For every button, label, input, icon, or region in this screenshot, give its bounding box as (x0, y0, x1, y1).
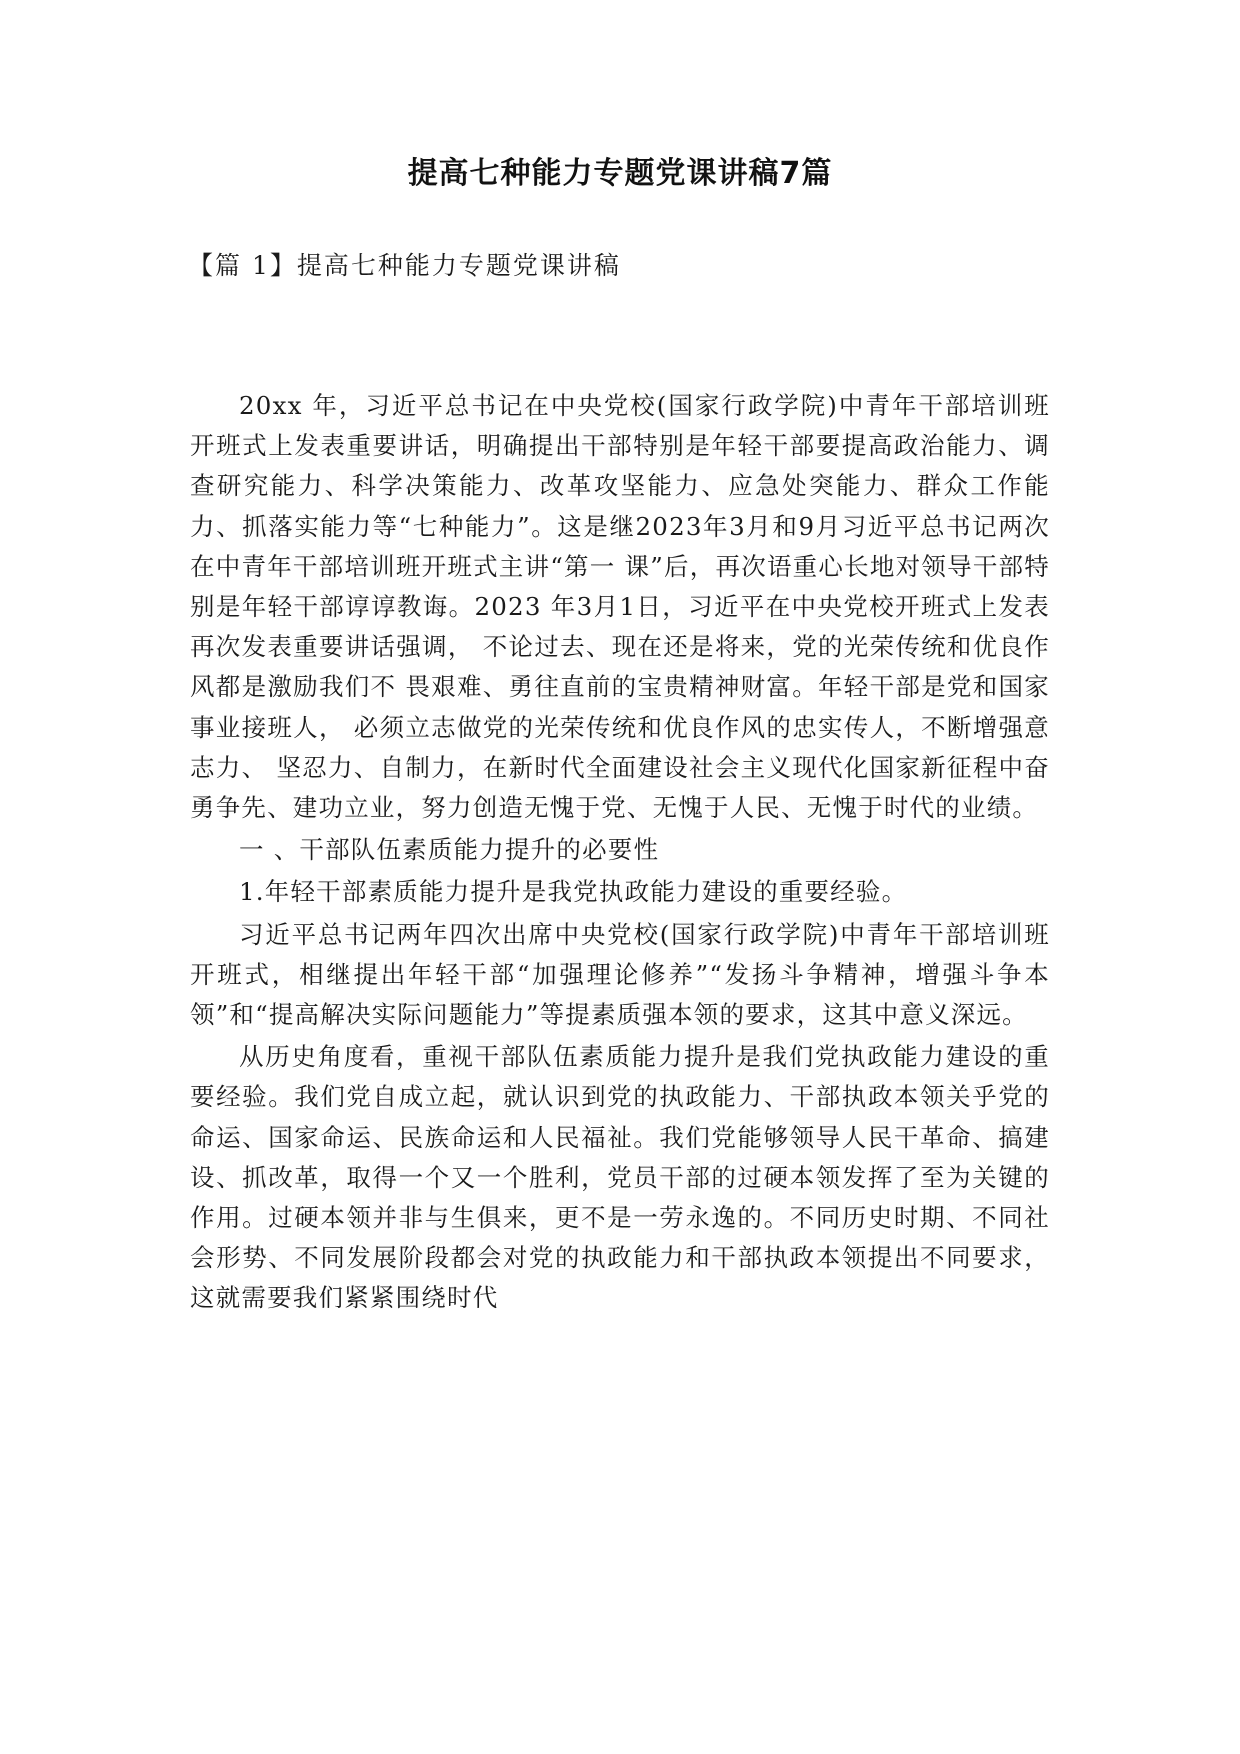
subheading-1-1: 1.年轻干部素质能力提升是我党执政能力建设的重要经验。 (239, 877, 908, 907)
paragraph-1: 习近平总书记两年四次出席中央党校(国家行政学院)中青年干部培训班开班式，相继提出年轻干部“加强理论修养”“发扬斗争精神，增强斗争本领”和“提高解决实际问题能力”等提素质强本领的要求，这其中意义深远。 (190, 919, 1050, 1030)
paragraph-intro: 20xx 年，习近平总书记在中央党校(国家行政学院)中青年干部培训班开班式上发表重要讲话，明确提出干部特别是年轻干部要提高政治能力、调查研究能力、科学决策能力、改革攻坚能力、应急处突能力、群众工作能力、抓落实能力等“七种能力”。这是继2023年3月和9月习近平总书记两次在中青年干部培训班开班式主讲“第一 课”后，再次语重心长地对领导干部特别是年轻干部谆谆教诲。2023 年3月1日，习近平在中央党校开班式上发表再次发表重要讲话强调， 不论过去、现在还是将来，党的光荣传统和优良作风都是激励我们不 畏艰难、勇往直前的宝贵精神财富。年轻干部是党和国家事业接班人， 必须立志做党的光荣传统和优良作风的忠实传人，不断增强意志力、 坚忍力、自制力，在新时代全面建设社会主义现代化国家新征程中奋 勇争先、建功立业，努力创造无愧于党、无愧于人民、无愧于时代的业绩。 (190, 391, 1050, 823)
paragraph-2: 从历史角度看，重视干部队伍素质能力提升是我们党执政能力建设的重要经验。我们党自成立起，就认识到党的执政能力、干部执政本领关乎党的命运、国家命运、民族命运和人民福祉。我们党能够领导人民干革命、搞建设、抓改革，取得一个又一个胜利，党员干部的过硬本领发挥了至为关键的作用。过硬本领并非与生俱来，更不是一劳永逸的。不同历史时期、不同社会形势、不同发展阶段都会对党的执政能力和干部执政本领提出不同要求，这就需要我们紧紧围绕时代 (190, 1042, 1050, 1313)
document-subtitle: 【篇 1】提高七种能力专题党课讲稿 (188, 251, 621, 280)
document-title: 提高七种能力专题党课讲稿7篇 (407, 156, 833, 191)
section-heading-1: 一 、干部队伍素质能力提升的必要性 (239, 835, 660, 865)
document-body (190, 386, 1050, 1319)
